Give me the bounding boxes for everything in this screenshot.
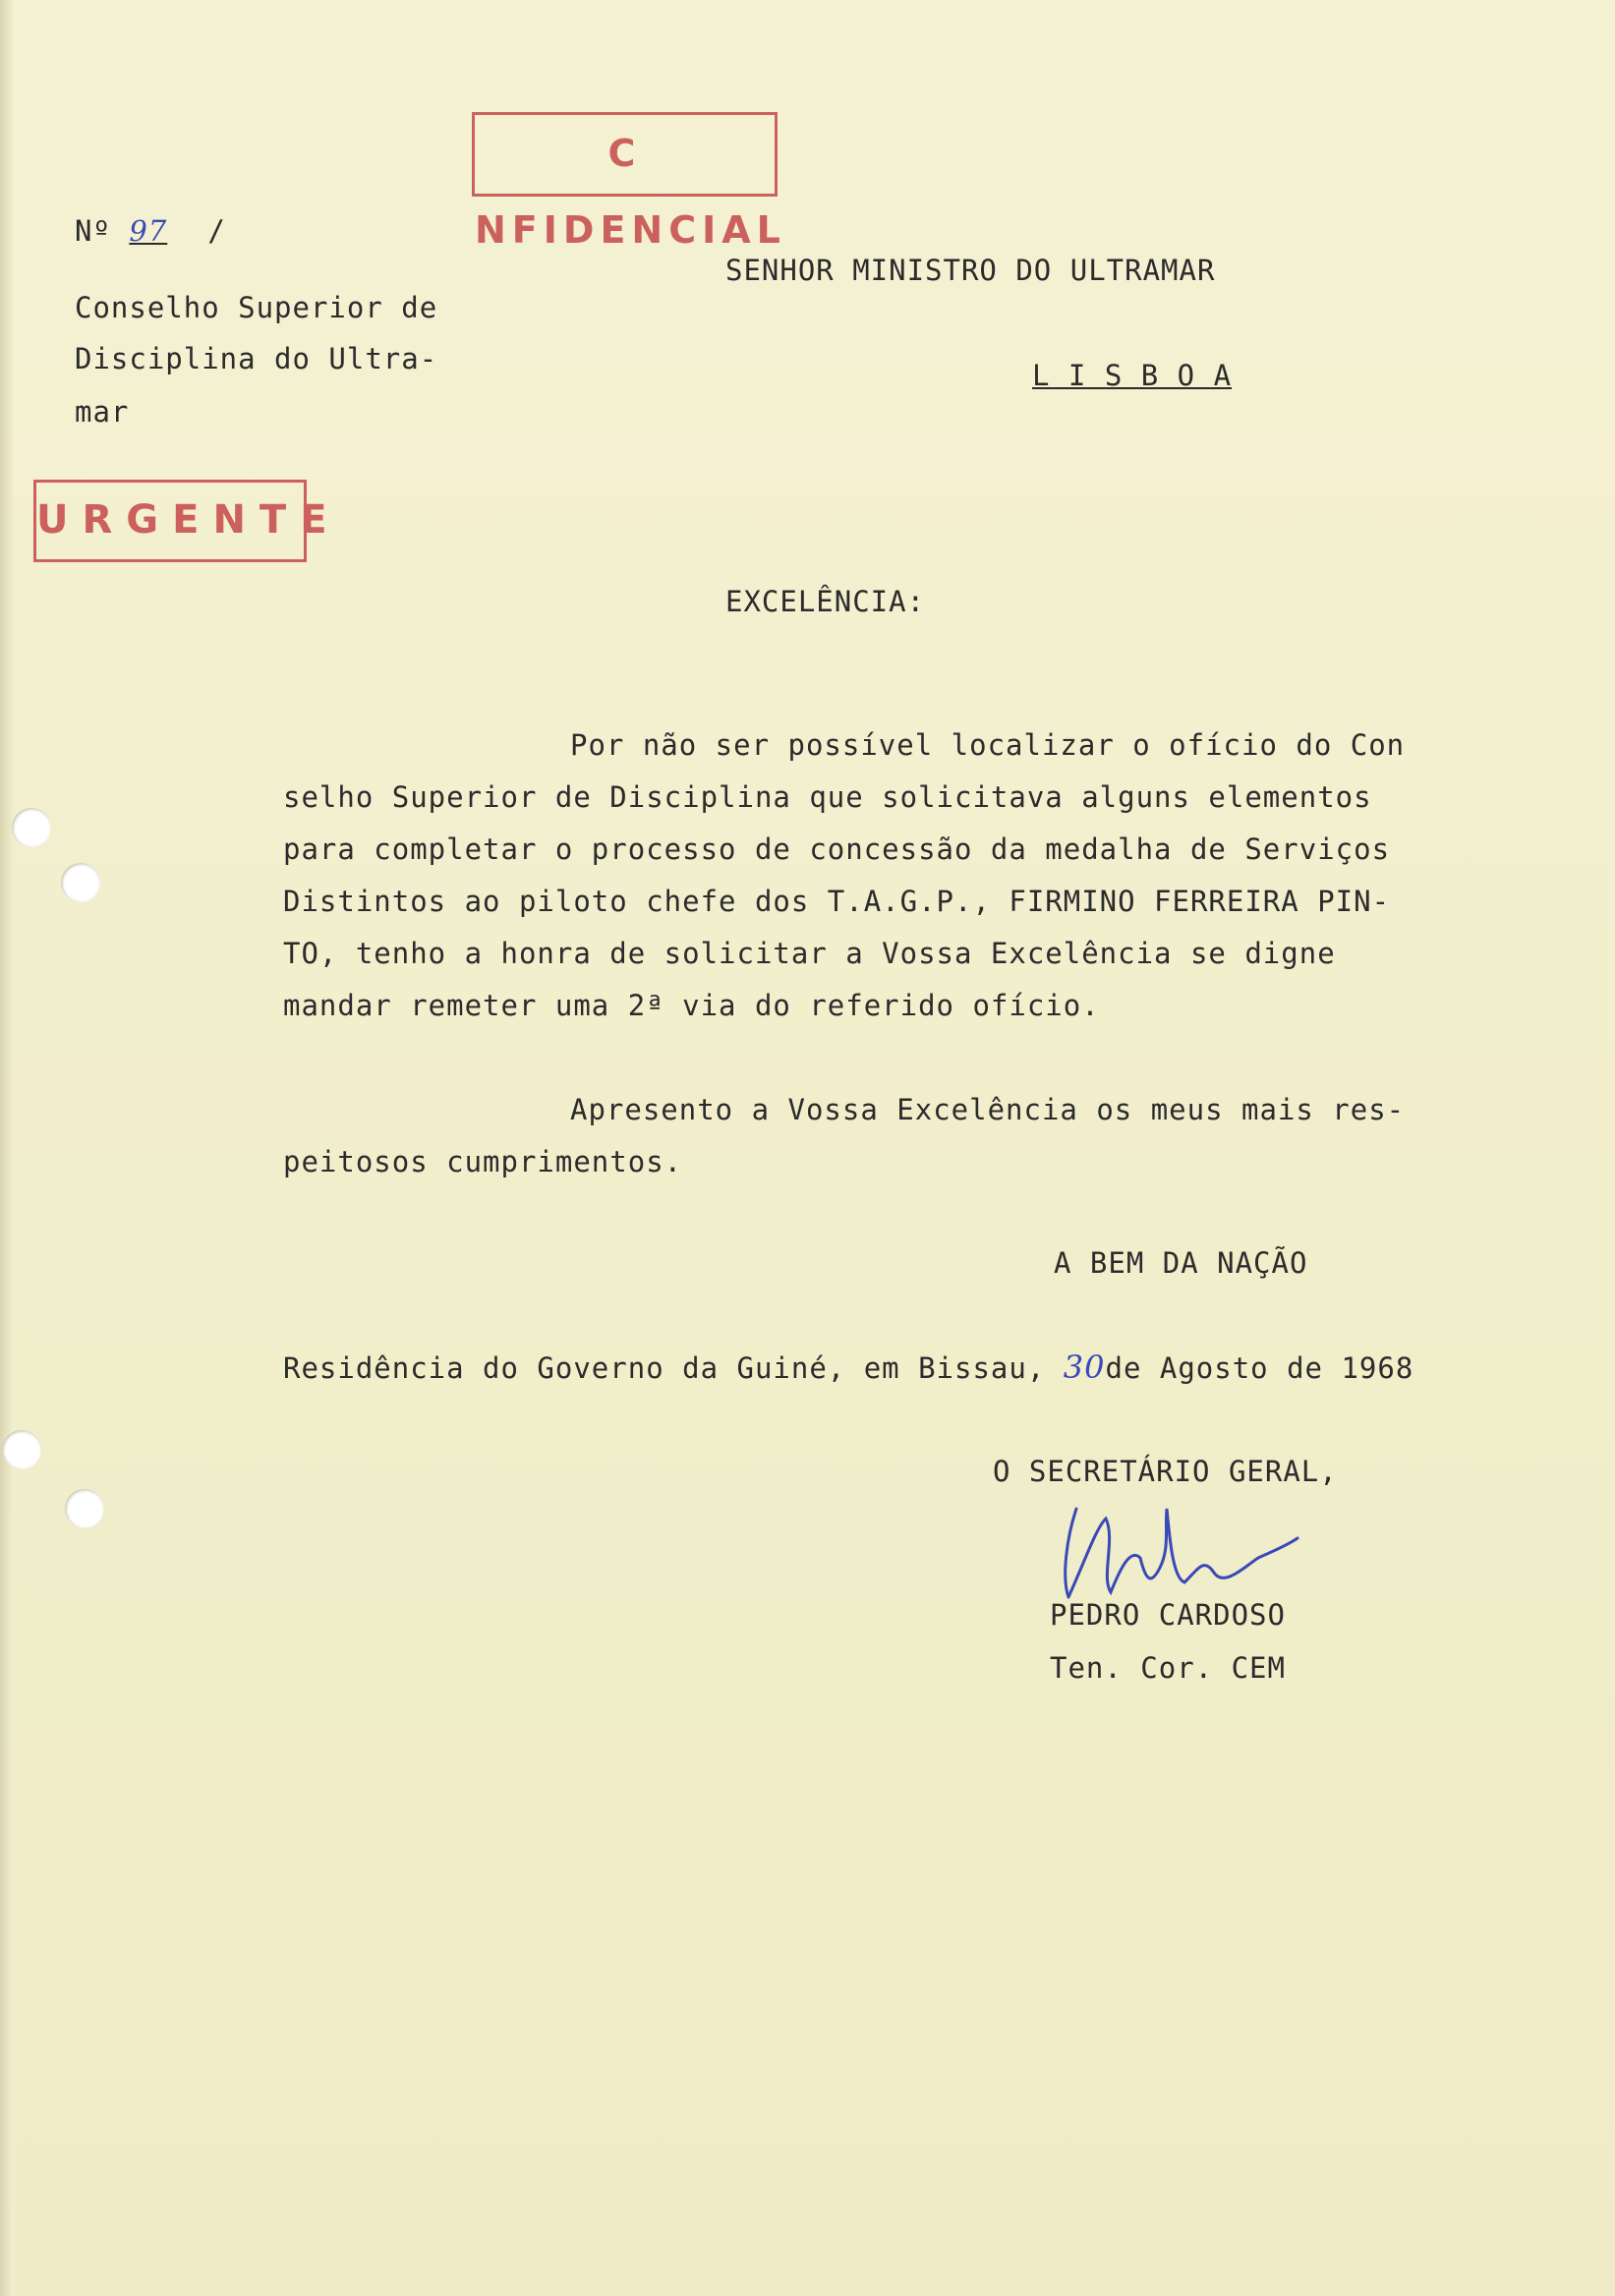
signatory-rank: Ten. Cor. CEM xyxy=(1050,1651,1286,1685)
place-date-after: de Agosto de 1968 xyxy=(1105,1351,1414,1385)
punch-hole-lower xyxy=(65,1489,104,1528)
reference-number xyxy=(75,214,226,248)
place-date-before: Residência do Governo da Guiné, em Bissau, xyxy=(283,1351,1046,1385)
body-paragraph-1-line-4: Distintos ao piloto chefe dos T.A.G.P., FIRMINO FERREIRA PIN- xyxy=(283,885,1391,918)
signatory-role: O SECRETÁRIO GERAL, xyxy=(993,1455,1338,1488)
salutation: EXCELÊNCIA: xyxy=(725,585,926,618)
paper-edge xyxy=(0,0,14,2296)
signature-stroke xyxy=(1066,1509,1298,1597)
sender-line-1: Conselho Superior de xyxy=(75,291,438,324)
closing-formula: A BEM DA NAÇÃO xyxy=(1054,1246,1308,1280)
body-paragraph-2-line-1: Apresento a Vossa Excelência os meus mais res- xyxy=(570,1093,1406,1126)
reference-prefix: Nº xyxy=(75,214,111,248)
punch-hole-lower-left xyxy=(2,1430,41,1469)
body-paragraph-1-line-1: Por não ser possível localizar o ofício do Con xyxy=(570,728,1406,762)
sender-line-3: mar xyxy=(75,395,130,429)
addressee-city: L I S B O A xyxy=(1032,359,1233,392)
body-paragraph-2-line-2: peitosos cumprimentos. xyxy=(283,1145,683,1178)
reference-handwritten-number: 97 xyxy=(129,214,168,248)
punch-hole-upper xyxy=(61,863,100,902)
urgent-stamp: URGENTE xyxy=(33,480,307,562)
sender-line-2: Disciplina do Ultra- xyxy=(75,342,438,375)
handwritten-signature xyxy=(1057,1499,1312,1607)
punch-hole-top-left xyxy=(12,808,51,847)
signatory-name: PEDRO CARDOSO xyxy=(1050,1598,1286,1632)
body-paragraph-1-line-3: para completar o processo de concessão da medalha de Serviços xyxy=(283,832,1391,866)
place-date xyxy=(283,1349,1413,1386)
body-paragraph-1-line-6: mandar remeter uma 2ª via do referido ofício. xyxy=(283,989,1100,1022)
confidential-stamp: C NFIDENCIAL xyxy=(472,112,778,197)
date-day-handwritten: 30 xyxy=(1063,1349,1106,1386)
body-paragraph-1-line-2: selho Superior de Disciplina que solicitava alguns elementos xyxy=(283,780,1372,814)
body-paragraph-1-line-5: TO, tenho a honra de solicitar a Vossa Excelência se digne xyxy=(283,937,1336,970)
addressee-title: SENHOR MINISTRO DO ULTRAMAR xyxy=(725,254,1216,287)
reference-value xyxy=(129,214,207,248)
reference-suffix: / xyxy=(207,214,226,248)
